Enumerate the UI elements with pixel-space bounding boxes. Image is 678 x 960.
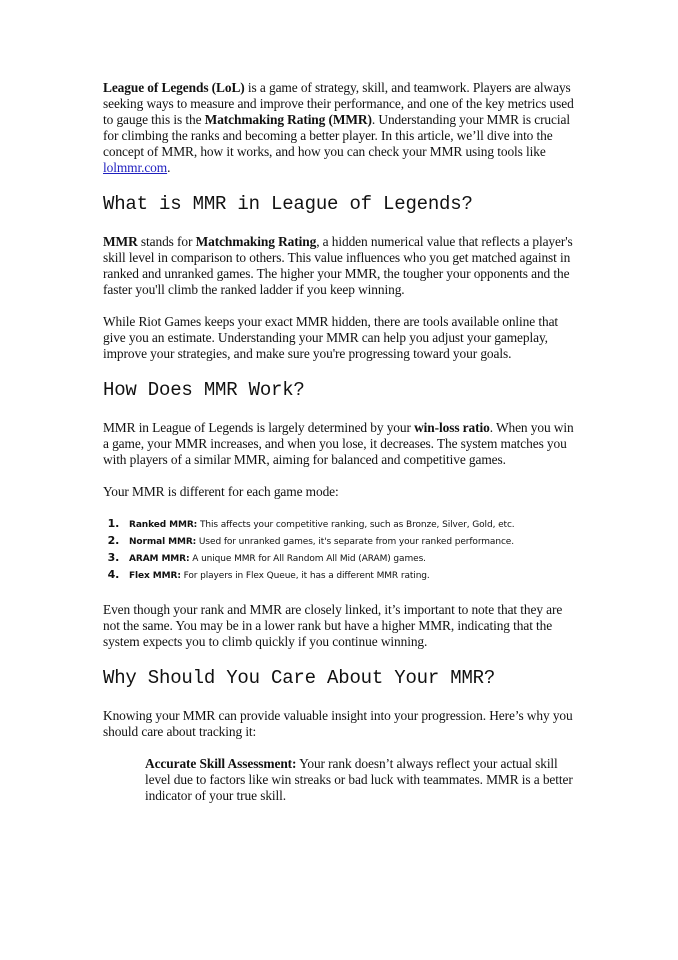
game-mode-intro: Your MMR is different for each game mode: — [103, 484, 339, 499]
mmr-definition-paragraph: MMR stands for Matchmaking Rating, a hidden numerical value that reflects a player's skill level in comparison to others. This value influences who you get matched against in ranked and unranked games. The higher your MMR, the tougher your opponents and the faster you'll climb the ranked ladder if you keep winning. — [103, 234, 573, 297]
win-loss-paragraph: MMR in League of Legends is largely determined by your win-loss ratio. When you win a game, your MMR increases, and when you lose, it decreases. The system matches you with players of a similar MMR, aiming for balanced and competitive games. — [103, 420, 574, 467]
heading-what-is-mmr: What is MMR in League of Legends? — [103, 193, 473, 215]
article-body — [103, 80, 581, 820]
riot-hidden-paragraph: While Riot Games keeps your exact MMR hidden, there are tools available online that give you an estimate. Understanding your MMR can help you adjust your gameplay, improve your strategies, and make sure you're progressing toward your goals. — [103, 314, 559, 361]
why-care-paragraph: Knowing your MMR can provide valuable insight into your progression. Here’s why you should care about tracking it: — [103, 708, 573, 739]
intro-mmr-term: Matchmaking Rating (MMR) — [204, 112, 372, 127]
intro-paragraph: League of Legends (LoL) is a game of strategy, skill, and teamwork. Players are always seeking ways to measure and improve their performance, and one of the key metrics used to gauge this is the Matchmaking Rating (MMR). Understanding your MMR is crucial for climbing the ranks and becoming a better player. In this article, we’ll dive into the concept of MMR, how it works, and how you can check your MMR using tools like lolmmr.com. — [103, 80, 574, 175]
list-item: 4. Flex MMR: For players in Flex Queue, it has a different MMR rating. — [123, 567, 581, 584]
heading-why-care: Why Should You Care About Your MMR? — [103, 667, 496, 689]
skill-assessment-item: Accurate Skill Assessment: Your rank doesn’t always reflect your actual skill level due to factors like win streaks or bad luck with teammates. MMR is a better indicator of your true skill. — [145, 756, 573, 803]
intro-lol-term: League of Legends (LoL) — [103, 80, 245, 95]
lolmmr-link[interactable]: lolmmr.com — [103, 160, 168, 175]
heading-how-mmr-works: How Does MMR Work? — [103, 379, 305, 401]
list-item: 3. ARAM MMR: A unique MMR for All Random All Mid (ARAM) games. — [123, 550, 581, 567]
list-item: 2. Normal MMR: Used for unranked games, it's separate from your ranked performance. — [123, 533, 581, 550]
list-item: 1. Ranked MMR: This affects your competitive ranking, such as Bronze, Silver, Gold, etc. — [123, 516, 581, 533]
rank-vs-mmr-paragraph: Even though your rank and MMR are closely linked, it’s important to note that they are not the same. You may be in a lower rank but have a higher MMR, indicating that the system expects you to climb quickly if you continue winning. — [103, 602, 563, 649]
mmr-mode-list — [103, 516, 581, 584]
